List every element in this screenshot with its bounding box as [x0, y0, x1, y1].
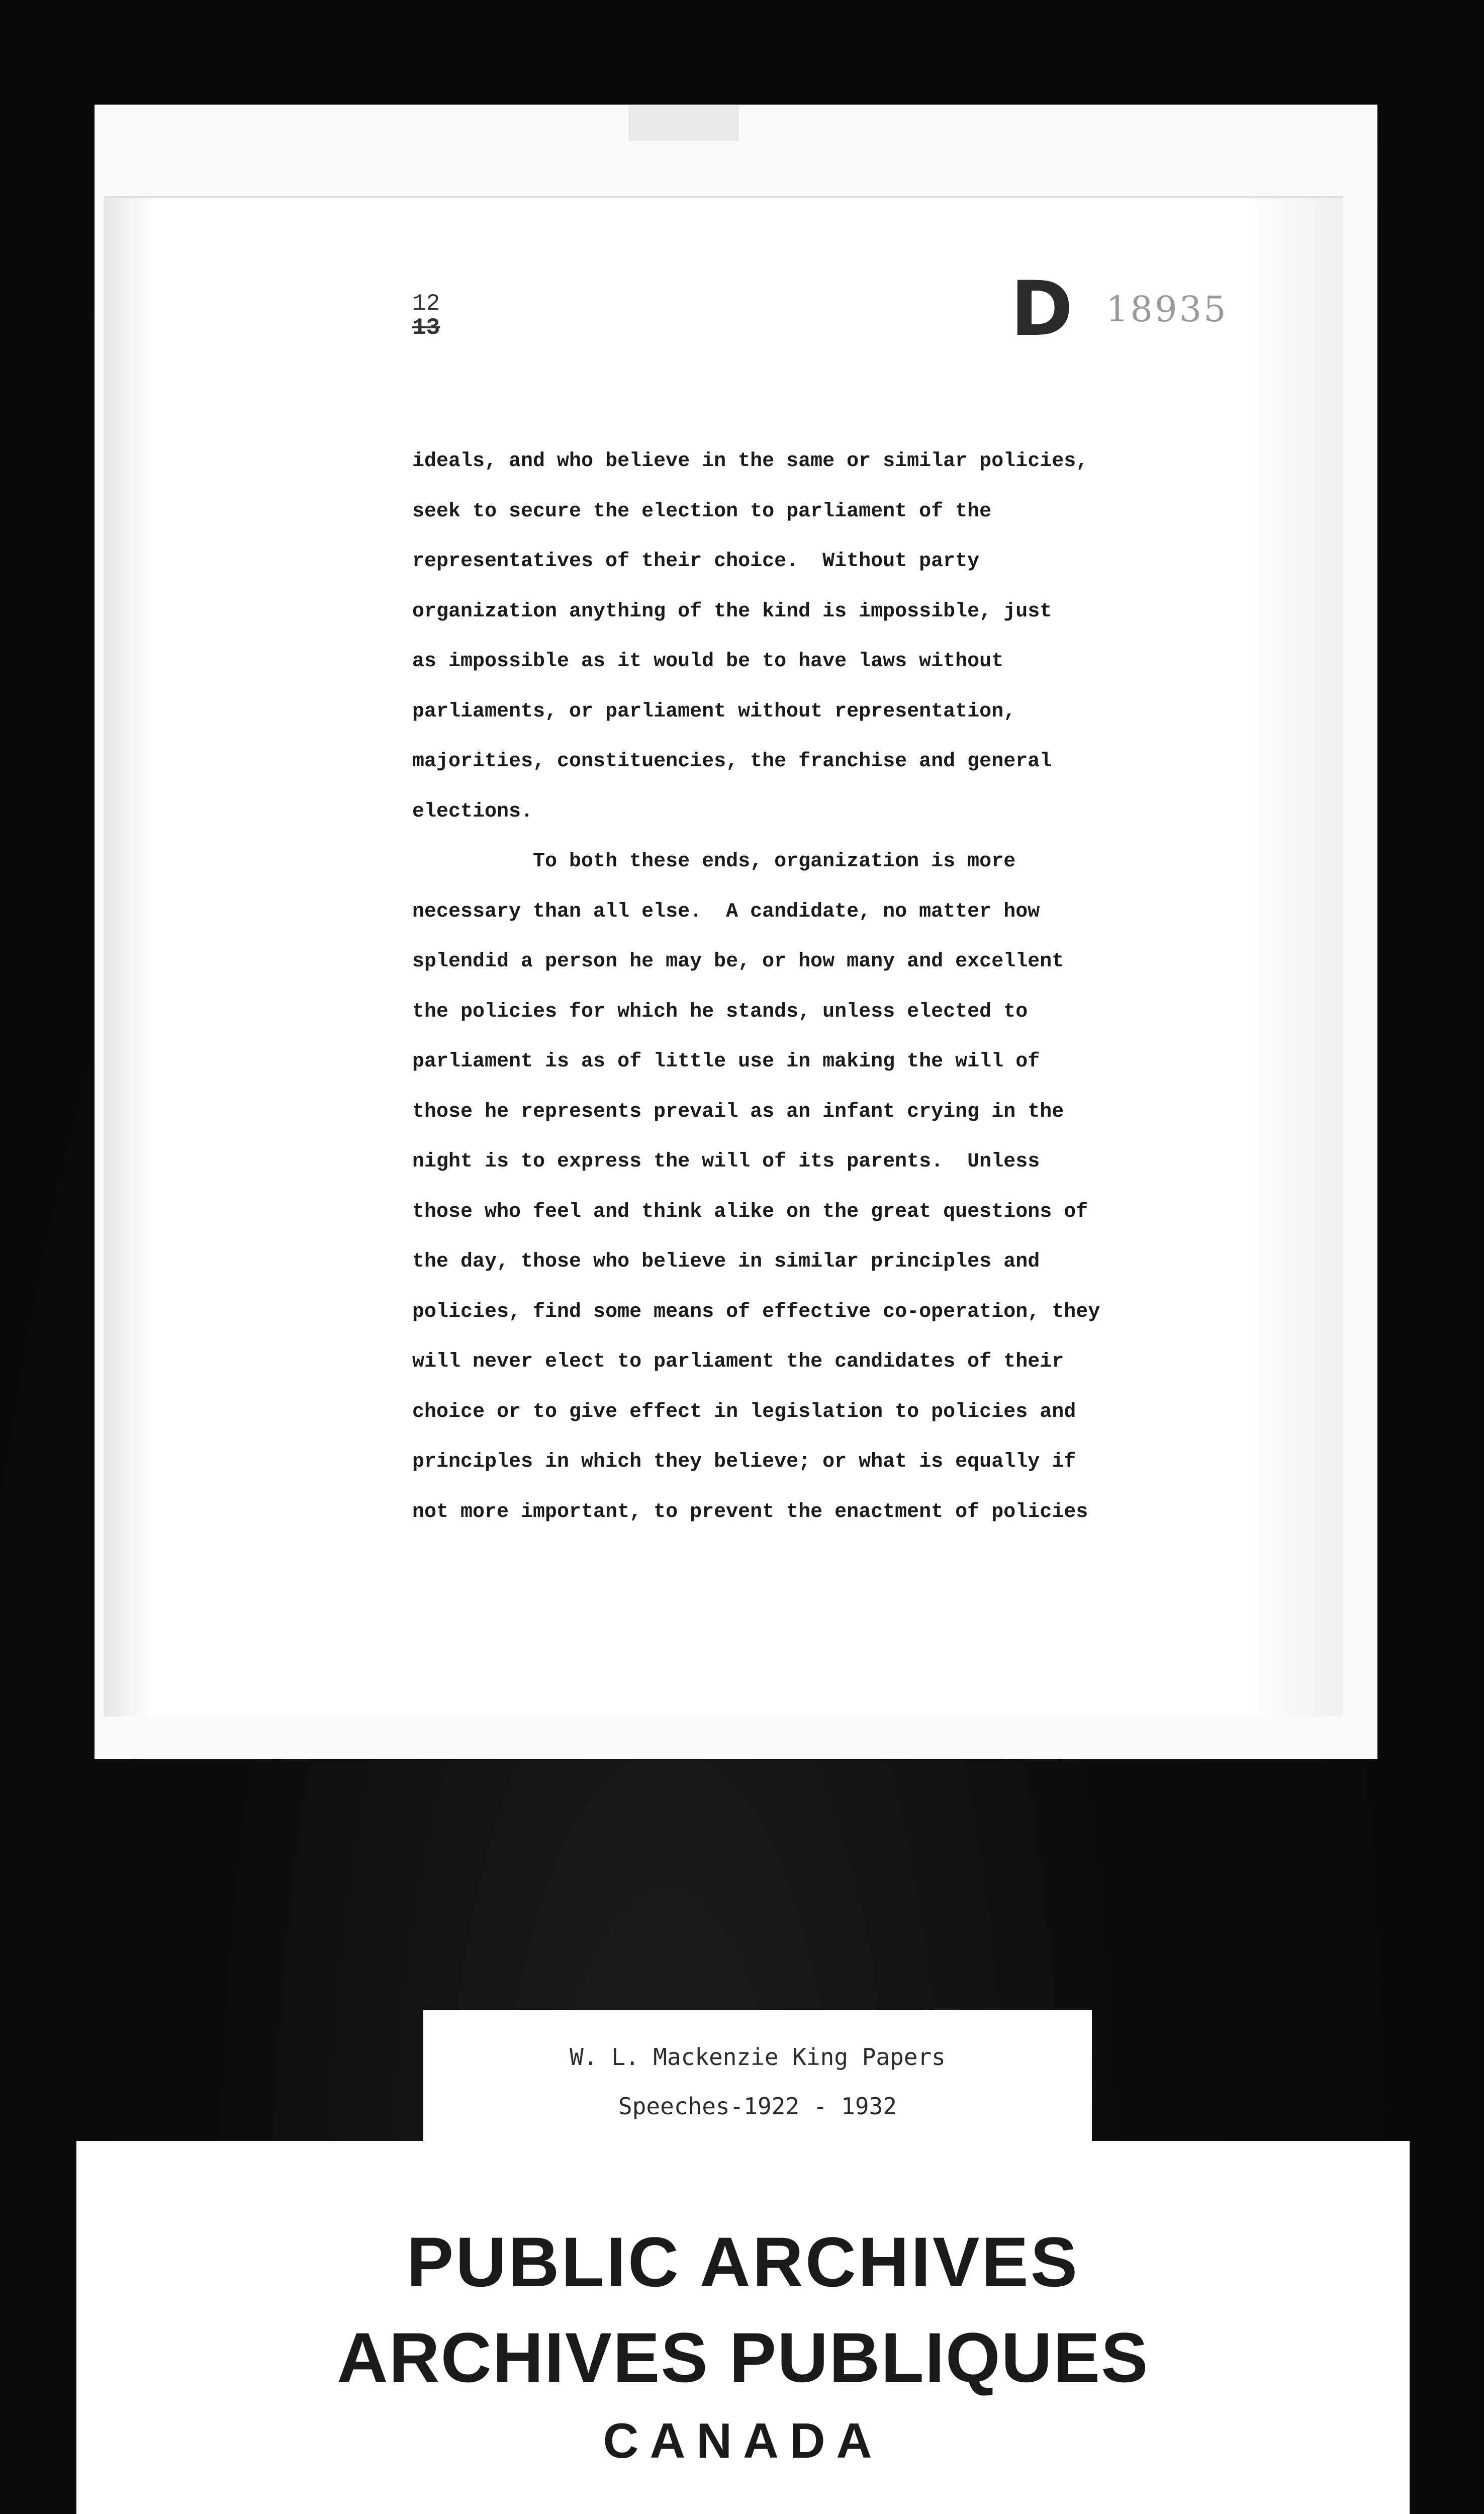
- text-line: elections.: [412, 800, 533, 823]
- archive-title-fr: ARCHIVES PUBLIQUES: [337, 2318, 1149, 2397]
- text-line: policies, find some means of effective co-operation, they: [412, 1300, 1100, 1323]
- text-line: those he represents prevail as an infant crying in the: [412, 1100, 1064, 1123]
- text-line: the day, those who believe in similar principles and: [412, 1250, 1040, 1273]
- text-line: parliament is as of little use in making the will of: [412, 1050, 1040, 1073]
- typed-text-body: [412, 436, 1166, 1537]
- stamp-letter: D: [1010, 265, 1073, 353]
- sheet-tab: [628, 106, 739, 141]
- archive-title-en: PUBLIC ARCHIVES: [406, 2222, 1080, 2301]
- page-number-old: 13: [412, 315, 440, 341]
- text-line: seek to secure the election to parliament of the: [412, 500, 992, 523]
- document-number: 18935: [1106, 289, 1228, 330]
- collection-label: [423, 2010, 1092, 2156]
- text-line: organization anything of the kind is impossible, just: [412, 600, 1052, 623]
- text-line: parliaments, or parliament without representation,: [412, 700, 1016, 723]
- archive-card: [76, 2141, 1410, 2514]
- collection-name: W. L. Mackenzie King Papers: [570, 2043, 946, 2071]
- text-line: the policies for which he stands, unless elected to: [412, 1000, 1028, 1023]
- text-line: not more important, to prevent the enactment of policies: [412, 1500, 1088, 1523]
- text-line: representatives of their choice. Without party: [412, 550, 980, 573]
- page-number: [412, 292, 440, 340]
- text-line: will never elect to parliament the candidates of their: [412, 1351, 1064, 1373]
- collection-series: Speeches-1922 - 1932: [618, 2093, 897, 2120]
- text-line: choice or to give effect in legislation to policies and: [412, 1400, 1076, 1423]
- text-line: principles in which they believe; or what is equally if: [412, 1451, 1076, 1473]
- text-line: night is to express the will of its parents. Unless: [412, 1150, 1040, 1173]
- text-line: To both these ends, organization is more: [412, 850, 1016, 873]
- text-line: as impossible as it would be to have laws without: [412, 650, 1004, 673]
- archive-country: CANADA: [603, 2413, 883, 2468]
- page-number-new: 12: [412, 291, 440, 317]
- text-line: majorities, constituencies, the franchise and general: [412, 750, 1052, 773]
- text-line: those who feel and think alike on the great questions of: [412, 1200, 1088, 1223]
- text-line: ideals, and who believe in the same or similar policies,: [412, 450, 1088, 473]
- text-line: splendid a person he may be, or how many and excellent: [412, 950, 1064, 973]
- text-line: necessary than all else. A candidate, no matter how: [412, 900, 1040, 923]
